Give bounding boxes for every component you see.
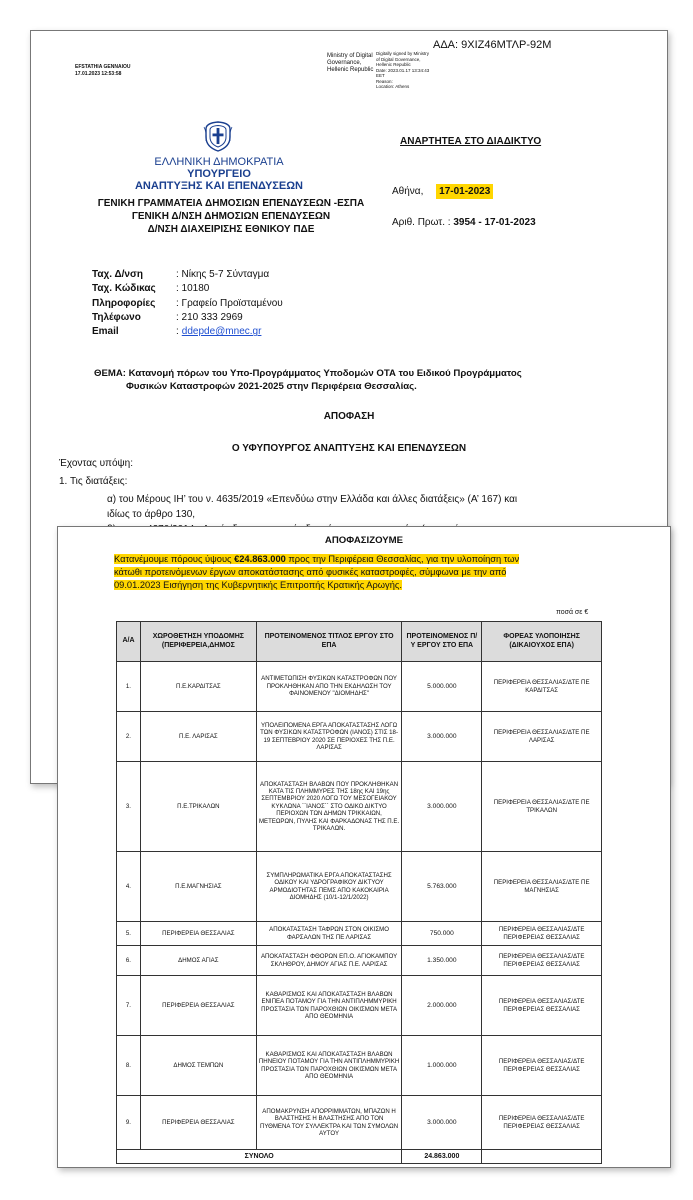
allocation-paragraph	[114, 553, 634, 592]
paragraph-text: Κατανέμουμε πόρους ύψους	[114, 554, 235, 564]
project-title-cell: ΚΑΘΑΡΙΣΜΟΣ ΚΑΙ ΑΠΟΚΑΤΑΣΤΑΣΗ ΒΛΑΒΩΝ ΕΝΙΠΕΑ ΠΟΤΑΜΟΥ ΓΙΑ ΤΗΝ ΑΝΤΙΠΛΗΜΜΥΡΙΚΗ ΠΡΟΣΤΑΣΙΑ ΤΩΝ ΠΑΡΟΧΘΙΩΝ ΟΙΚΙΣΜΩΝ ΜΕΤΑ ΑΠΟ ΘΕΟΜΗΝΙΑ	[256, 976, 402, 1036]
total-empty-cell	[482, 1150, 602, 1164]
contact-label: Ταχ. Κώδικας	[92, 283, 156, 295]
table-row	[117, 712, 602, 762]
subject-text: Κατανομή πόρων του Υπο-Προγράμματος Υποδομών ΟΤΑ του Ειδικού Προγράμματος	[128, 368, 522, 379]
location-cell: ΠΕΡΙΦΕΡΕΙΑ ΘΕΣΣΑΛΙΑΣ	[140, 976, 256, 1036]
amount-unit-note: ποσά σε €	[556, 609, 589, 616]
department-block	[65, 197, 397, 236]
republic-name: ΕΛΛΗΝΙΚΗ ΔΗΜΟΚΡΑΤΙΑ	[154, 156, 284, 168]
row-number: 2.	[117, 712, 141, 762]
table-row	[117, 922, 602, 946]
total-label: ΣΥΝΟΛΟ	[117, 1150, 402, 1164]
header-cell: Α/Α	[117, 622, 141, 662]
signature-line: EET	[376, 73, 385, 78]
contact-block	[92, 268, 283, 339]
row-number: 3.	[117, 762, 141, 852]
department-line: ΓΕΝΙΚΗ ΓΡΑΜΜΑΤΕΙΑ ΔΗΜΟΣΙΩΝ ΕΠΕΝΔΥΣΕΩΝ -ΕΣΠΑ	[97, 198, 365, 209]
protocol-line	[392, 217, 536, 228]
agency-cell: ΠΕΡΙΦΕΡΕΙΑ ΘΕΣΣΑΛΙΑΣ/ΔΤΕ ΠΕΡΙΦΕΡΕΙΑΣ ΘΕΣΣΑΛΙΑΣ	[482, 1036, 602, 1096]
signature-line: Hellenic Republic	[376, 62, 411, 67]
project-title-cell: ΚΑΘΑΡΙΣΜΟΣ ΚΑΙ ΑΠΟΚΑΤΑΣΤΑΣΗ ΒΛΑΒΩΝ ΠΗΝΕΙΟΥ ΠΟΤΑΜΟΥ ΓΙΑ ΤΗΝ ΑΝΤΙΠΛΗΜΜΥΡΙΚΗ ΠΡΟΣΤΑΣΙΑ ΤΩΝ ΠΑΡΟΧΘΙΩΝ ΟΙΚΙΣΜΩΝ ΜΕΤΑ ΑΠΟ ΘΕΟΜΗΝΙΑ	[256, 1036, 402, 1096]
contact-label: Ταχ. Δ/νση	[92, 269, 143, 280]
department-line: ΓΕΝΙΚΗ Δ/ΝΣΗ ΔΗΜΟΣΙΩΝ ΕΠΕΝΔΥΣΕΩΝ	[131, 211, 331, 222]
decision-page	[57, 526, 671, 1168]
decision-title: ΑΠΟΦΑΣΗ	[323, 411, 375, 422]
decide-title: ΑΠΟΦΑΣΙΖΟΥΜΕ	[324, 535, 404, 546]
agency-cell: ΠΕΡΙΦΕΡΕΙΑ ΘΕΣΣΑΛΙΑΣ/ΔΤΕ ΠΕΡΙΦΕΡΕΙΑΣ ΘΕΣΣΑΛΙΑΣ	[482, 976, 602, 1036]
total-value: 24.863.000	[402, 1150, 482, 1164]
provision-item-1: 1. Τις διατάξεις:	[59, 476, 128, 487]
document-date: 17-01-2023	[436, 184, 493, 199]
minister-title: Ο ΥΦΥΠΟΥΡΓΟΣ ΑΝΑΠΤΥΞΗΣ ΚΑΙ ΕΠΕΝΔΥΣΕΩΝ	[231, 443, 467, 454]
contact-row	[92, 282, 283, 296]
project-title-cell: ΑΝΤΙΜΕΤΩΠΙΣΗ ΦΥΣΙΚΩΝ ΚΑΤΑΣΤΡΟΦΩΝ ΠΟΥ ΠΡΟΚΛΗΘΗΚΑΝ ΑΠΟ ΤΗΝ ΕΚΔΗΛΩΣΗ ΤΟΥ ΦΑΙΝΟΜΕΝΟΥ "ΔΙΟΜΗΔΗΣ"	[256, 662, 402, 712]
row-number: 5.	[117, 922, 141, 946]
date-line	[392, 186, 493, 197]
contact-value: : 10180	[176, 283, 210, 295]
publish-note: ΑΝΑΡΤΗΤΕΑ ΣΤΟ ΔΙΑΔΙΚΤΥΟ	[400, 136, 542, 147]
signature-line: Reason:	[376, 78, 393, 84]
row-number: 9.	[117, 1096, 141, 1150]
budget-cell: 750.000	[402, 922, 482, 946]
header-cell: ΧΩΡΟΘΕΤΗΣΗ ΥΠΟΔΟΜΗΣ (ΠΕΡΙΦΕΡΕΙΑ,ΔΗΜΟΣ	[140, 622, 256, 662]
table-header-row	[117, 622, 602, 662]
ministry-line: Ministry of Digital	[327, 53, 373, 59]
paragraph-text: κάτωθι προτεινόμενων έργων αποκατάστασης από φυσικές καταστροφές, σύμφωνα με την από	[114, 567, 507, 577]
protocol-number: 3954 - 17-01-2023	[453, 217, 536, 228]
budget-cell: 1.000.000	[402, 1036, 482, 1096]
signer-date: 17.01.2023 12:53:58	[75, 71, 122, 77]
budget-cell: 3.000.000	[402, 712, 482, 762]
ministry-block	[327, 53, 373, 74]
agency-cell: ΠΕΡΙΦΕΡΕΙΑ ΘΕΣΣΑΛΙΑΣ/ΔΤΕ ΠΕΡΙΦΕΡΕΙΑΣ ΘΕΣΣΑΛΙΑΣ	[482, 1096, 602, 1150]
contact-row	[92, 297, 283, 311]
table-row	[117, 852, 602, 922]
considering-text: Έχοντας υπόψη:	[59, 458, 133, 469]
project-title-cell: ΥΠΟΛΕΙΠΟΜΕΝΑ ΕΡΓΑ ΑΠΟΚΑΤΑΣΤΑΣΗΣ ΛΟΓΩ ΤΩΝ ΦΥΣΙΚΩΝ ΚΑΤΑΣΤΡΟΦΩΝ (ΙΑΝΟΣ) ΣΤΙΣ 18-19 ΣΕΠΤΕΒΡΙΟΥ 2020 ΣΕ ΠΕΡΙΟΧΕΣ ΤΗΣ Π.Ε. ΛΑΡΙΣΑΣ	[256, 712, 402, 762]
agency-cell: ΠΕΡΙΦΕΡΕΙΑ ΘΕΣΣΑΛΙΑΣ/ΔΤΕ ΠΕ ΛΑΡΙΣΑΣ	[482, 712, 602, 762]
signature-line: Location: Athens	[376, 84, 410, 89]
ministry-name-line2: ΑΝΑΠΤΥΞΗΣ ΚΑΙ ΕΠΕΝΔΥΣΕΩΝ	[134, 180, 304, 192]
project-title-cell: ΣΥΜΠΛΗΡΩΜΑΤΙΚΑ ΕΡΓΑ ΑΠΟΚΑΤΑΣΤΑΣΗΣ ΟΔΙΚΟΥ ΚΑΙ ΥΔΡΟΓΡΑΦΙΚΟΥ ΔΙΚΤΥΟΥ ΑΡΜΟΔΙΟΤΗΤΑΣ ΠΕΜΣ ΑΠΟ ΚΑΚΟΚΑΙΡΙΑ ΔΙΟΜΗΔΗΣ (10/1-12/1/2022)	[256, 852, 402, 922]
digital-signature-details	[376, 51, 429, 90]
location-cell: ΔΗΜΟΣ ΤΕΜΠΩΝ	[140, 1036, 256, 1096]
contact-row	[92, 268, 283, 282]
header-cell: ΦΟΡΕΑΣ ΥΛΟΠΟΙΗΣΗΣ (ΔΙΚΑΙΟΥΧΟΣ ΕΠΑ)	[482, 622, 602, 662]
signature-line: Date: 2023.01.17 13:34:43	[376, 67, 430, 73]
email-link[interactable]: ddepde@mnec.gr	[181, 326, 262, 338]
budget-cell: 5.000.000	[402, 662, 482, 712]
contact-row-email	[92, 325, 283, 339]
provision-item-1a: α) του Μέρους ΙΗ’ του ν. 4635/2019 «Επενδύω στην Ελλάδα και άλλες διατάξεις» (Α’ 167) και	[107, 494, 518, 505]
budget-cell: 2.000.000	[402, 976, 482, 1036]
contact-label: Τηλέφωνο	[92, 311, 141, 323]
signature-line: Digitally signed by Ministry	[376, 51, 430, 56]
project-title-cell: ΑΠΟΜΑΚΡΥΝΣΗ ΑΠΟΡΡΙΜΜΑΤΩΝ, ΜΠΑΖΩΝ Η ΒΛΑΣΤΗΣΗΣ Η ΒΛΑΣΤΗΣΗΣ ΑΠΟ ΤΟΝ ΠΥΘΜΕΝΑ ΤΟΥ ΣΥΛΛΕΚΤΡΑ ΚΑΙ ΤΩΝ ΣΥΜΟΛΩΝ ΑΥΤΟΥ	[256, 1096, 402, 1150]
location-cell: ΠΕΡΙΦΕΡΕΙΑ ΘΕΣΣΑΛΙΑΣ	[140, 922, 256, 946]
paragraph-text: προς την Περιφέρεια Θεσσαλίας, για την υλοποίηση των	[285, 554, 520, 564]
ministry-line: Governance,	[327, 60, 362, 66]
email-label: Email	[92, 326, 119, 338]
allocation-amount: €24.863.000	[234, 554, 286, 564]
header-cell: ΠΡΟΤΕΙΝΟΜΕΝΟΣ Π/Υ ΕΡΓΟΥ ΣΤΟ ΕΠΑ	[402, 622, 482, 662]
row-number: 8.	[117, 1036, 141, 1096]
location-cell: ΔΗΜΟΣ ΑΓΙΑΣ	[140, 946, 256, 976]
allocation-table	[116, 621, 602, 1164]
paragraph-text: 09.01.2023 Εισήγηση της Κυβερνητικής Επιτροπής Κρατικής Αρωγής.	[114, 580, 402, 590]
budget-cell: 3.000.000	[402, 1096, 482, 1150]
budget-cell: 1.350.000	[402, 946, 482, 976]
contact-value: : Νίκης 5-7 Σύνταγμα	[176, 269, 270, 280]
budget-cell: 5.763.000	[402, 852, 482, 922]
project-title-cell: ΑΠΟΚΑΤΑΣΤΑΣΗ ΤΑΦΡΩΝ ΣΤΟΝ ΟΙΚΙΣΜΟ ΦΑΡΣΑΛΩΝ ΤΗΣ ΠΕ ΛΑΡΙΣΑΣ	[256, 922, 402, 946]
contact-value: : Γραφείο Προϊσταμένου	[176, 297, 283, 309]
signer-name: EFSTATHIA GENNAIOU	[75, 64, 131, 70]
contact-label: Πληροφορίες	[92, 297, 156, 309]
table-row	[117, 1036, 602, 1096]
ada-code: ΑΔΑ: 9ΧΙΖ46ΜΤΛΡ-92Μ	[433, 39, 552, 51]
email-separator: :	[176, 326, 179, 338]
header-cell: ΠΡΟΤΕΙΝΟΜΕΝΟΣ ΤΙΤΛΟΣ ΕΡΓΟΥ ΣΤΟ ΕΠΑ	[256, 622, 402, 662]
location-cell: Π.Ε.ΤΡΙΚΑΛΩΝ	[140, 762, 256, 852]
coat-of-arms-emblem	[203, 119, 233, 153]
table-row	[117, 946, 602, 976]
agency-cell: ΠΕΡΙΦΕΡΕΙΑ ΘΕΣΣΑΛΙΑΣ/ΔΤΕ ΠΕ ΤΡΙΚΑΛΩΝ	[482, 762, 602, 852]
location-cell: Π.Ε.ΚΑΡΔΙΤΣΑΣ	[140, 662, 256, 712]
table-row	[117, 1096, 602, 1150]
location-cell: ΠΕΡΙΦΕΡΕΙΑ ΘΕΣΣΑΛΙΑΣ	[140, 1096, 256, 1150]
budget-cell: 3.000.000	[402, 762, 482, 852]
subject-text-continued: Φυσικών Καταστροφών 2021-2025 στην Περιφέρεια Θεσσαλίας.	[126, 381, 417, 392]
location-cell: Π.Ε. ΛΑΡΙΣΑΣ	[140, 712, 256, 762]
subject-block	[94, 367, 614, 393]
city-label: Αθήνα,	[392, 186, 424, 197]
contact-value: : 210 333 2969	[176, 311, 243, 323]
agency-cell: ΠΕΡΙΦΕΡΕΙΑ ΘΕΣΣΑΛΙΑΣ/ΔΤΕ ΠΕΡΙΦΕΡΕΙΑΣ ΘΕΣΣΑΛΙΑΣ	[482, 922, 602, 946]
agency-cell: ΠΕΡΙΦΕΡΕΙΑ ΘΕΣΣΑΛΙΑΣ/ΔΤΕ ΠΕΡΙΦΕΡΕΙΑΣ ΘΕΣΣΑΛΙΑΣ	[482, 946, 602, 976]
provision-item-1a-continued: ιδίως το άρθρο 130,	[107, 509, 196, 520]
row-number: 1.	[117, 662, 141, 712]
department-line: Δ/ΝΣΗ ΔΙΑΧΕΙΡΙΣΗΣ ΕΘΝΙΚΟΥ ΠΔΕ	[147, 224, 315, 235]
row-number: 6.	[117, 946, 141, 976]
project-title-cell: ΑΠΟΚΑΤΑΣΤΑΣΗ ΒΛΑΒΩΝ ΠΟΥ ΠΡΟΚΛΗΘΗΚΑΝ ΚΑΤΑ ΤΙΣ ΠΛΗΜΜΥΡΕΣ ΤΗΣ 18ης ΚΑΙ 19ης ΣΕΠΤΕΜΒΡΙΟΥ 2020 ΛΟΓΩ ΤΟΥ ΜΕΣΟΓΕΙΑΚΟΥ ΚΥΚΛΩΝΑ ``ΙΑΝΟΣ´´ ΣΤΟ ΟΔΙΚΟ ΔΙΚΤΥΟ ΠΕΡΙΟΧΩΝ ΤΩΝ ΔΗΜΩΝ ΤΡΙΚΚΑΙΩΝ, ΜΕΤΕΩΡΩΝ, ΠΥΛΗΣ ΚΑΙ ΦΑΡΚΑΔΟΝΑΣ ΤΗΣ Π.Ε. ΤΡΙΚΑΛΩΝ.	[256, 762, 402, 852]
table-row	[117, 762, 602, 852]
table-row	[117, 976, 602, 1036]
row-number: 4.	[117, 852, 141, 922]
project-title-cell: ΑΠΟΚΑΤΑΣΤΑΣΗ ΦΘΟΡΩΝ ΕΠ.Ο. ΑΓΙΟΚΑΜΠΟΥ ΣΚΛΗΘΡΟΥ, ΔΗΜΟΥ ΑΓΙΑΣ Π.Ε. ΛΑΡΙΣΑΣ	[256, 946, 402, 976]
contact-row	[92, 311, 283, 325]
agency-cell: ΠΕΡΙΦΕΡΕΙΑ ΘΕΣΣΑΛΙΑΣ/ΔΤΕ ΠΕ ΚΑΡΔΙΤΣΑΣ	[482, 662, 602, 712]
ministry-name: ΥΠΟΥΡΓΕΙΟ	[187, 168, 251, 180]
ministry-line: Hellenic Republic	[327, 67, 374, 73]
row-number: 7.	[117, 976, 141, 1036]
agency-cell: ΠΕΡΙΦΕΡΕΙΑ ΘΕΣΣΑΛΙΑΣ/ΔΤΕ ΠΕ ΜΑΓΝΗΣΙΑΣ	[482, 852, 602, 922]
protocol-label: Αριθ. Πρωτ. :	[392, 217, 451, 228]
total-row	[117, 1150, 602, 1164]
location-cell: Π.Ε.ΜΑΓΝΗΣΙΑΣ	[140, 852, 256, 922]
signature-line: of Digital Governance,	[376, 56, 421, 62]
subject-label: ΘΕΜΑ:	[94, 368, 126, 379]
table-row	[117, 662, 602, 712]
